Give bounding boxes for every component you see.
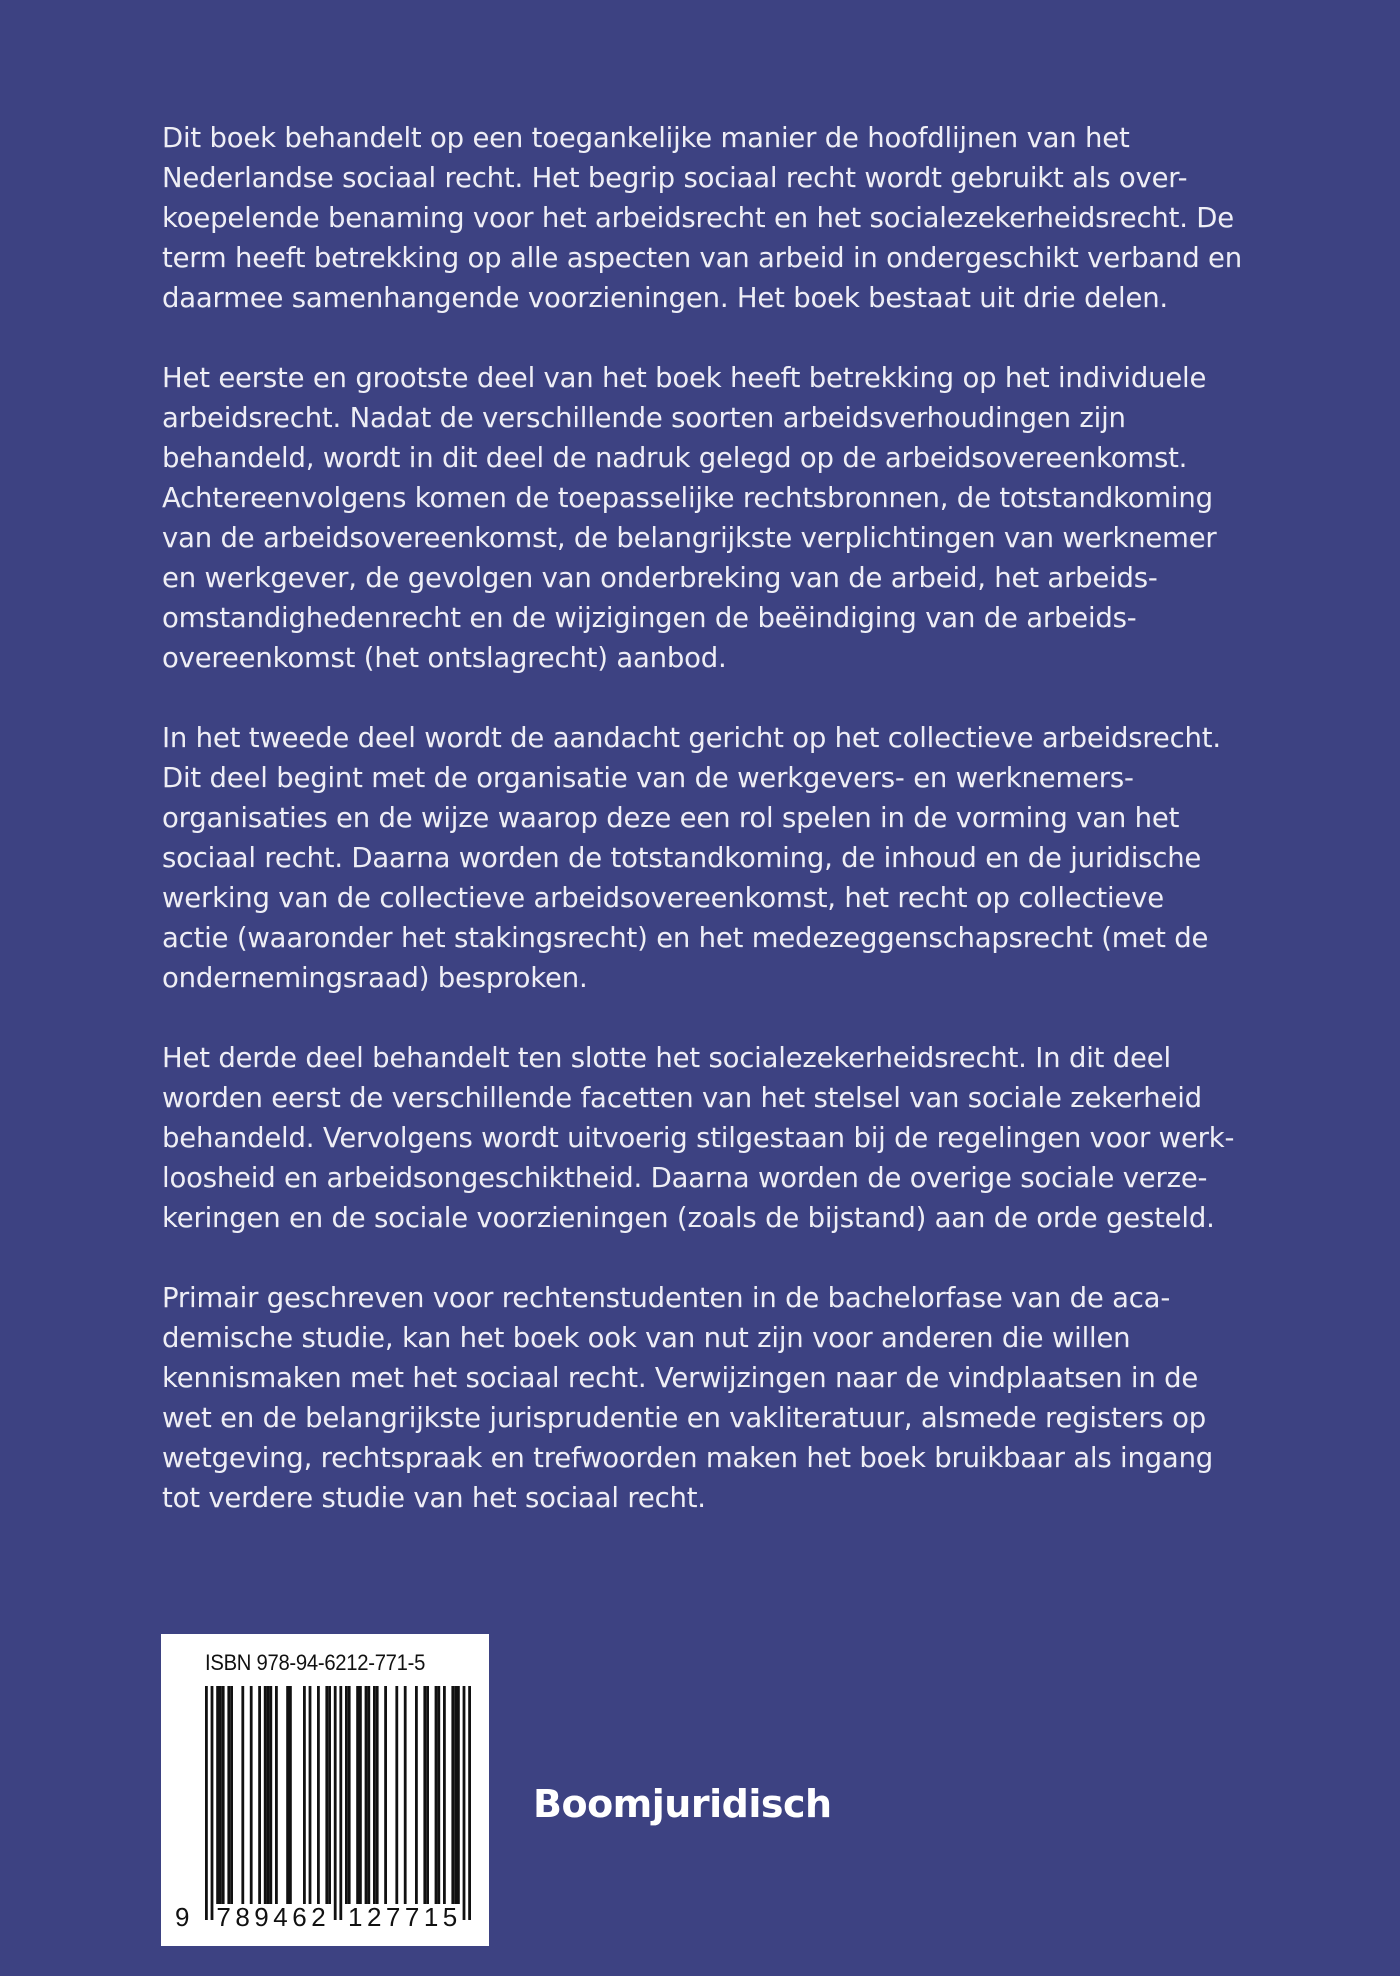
barcode-bar: [457, 1686, 460, 1904]
barcode-bar: [339, 1686, 342, 1920]
text-line: kennismaken met het sociaal recht. Verwijzingen naar de vindplaatsen in de: [162, 1362, 1199, 1394]
barcode-bar: [451, 1686, 454, 1904]
barcode-bar: [286, 1686, 289, 1904]
barcode-bar: [435, 1686, 438, 1904]
barcode-bar: [376, 1686, 379, 1904]
barcode-bar: [222, 1686, 225, 1904]
barcode-bar: [216, 1686, 219, 1904]
barcode-bar: [289, 1686, 292, 1904]
text-line: keringen en de sociale voorzieningen (zoals de bijstand) aan de orde gesteld.: [162, 1202, 1215, 1234]
barcode-bar: [423, 1686, 426, 1904]
paragraph: [162, 118, 1282, 318]
barcode-bar: [317, 1686, 320, 1904]
isbn-label: ISBN 978-94-6212-771-5: [205, 1650, 426, 1675]
barcode-bar: [415, 1686, 418, 1904]
barcode-digits: 9: [175, 1902, 190, 1932]
barcode-bar: [219, 1686, 222, 1904]
barcode-bar: [348, 1686, 351, 1904]
text-line: koepelende benaming voor het arbeidsrecht en het socialezekerheidsrecht. De: [162, 202, 1235, 234]
text-line: Dit deel begint met de organisatie van de werkgevers- en werknemers-: [162, 762, 1134, 794]
barcode-bar: [269, 1686, 272, 1904]
text-line: behandeld, wordt in dit deel de nadruk gelegd op de arbeidsovereenkomst.: [162, 442, 1188, 474]
barcode-bar: [211, 1686, 214, 1920]
barcode-bar: [454, 1686, 457, 1904]
barcode-bar: [275, 1686, 278, 1904]
text-line: overeenkomst (het ontslagrecht) aanbod.: [162, 642, 727, 674]
text-line: wetgeving, rechtspraak en trefwoorden maken het boek bruikbaar als ingang: [162, 1442, 1214, 1474]
barcode-bar: [325, 1686, 328, 1904]
barcode-bar: [426, 1686, 429, 1904]
text-line: In het tweede deel wordt de aandacht gericht op het collectieve arbeidsrecht.: [162, 722, 1221, 754]
back-cover-blurb: [162, 118, 1282, 1558]
text-line: actie (waaronder het stakingsrecht) en het medezeggenschapsrecht (met de: [162, 922, 1209, 954]
barcode-bar: [241, 1686, 244, 1904]
barcode-bar: [328, 1686, 331, 1904]
barcode-bar: [437, 1686, 440, 1904]
barcode-bars: [161, 1634, 489, 1946]
text-line: arbeidsrecht. Nadat de verschillende soorten arbeidsverhoudingen zijn: [162, 402, 1126, 434]
isbn-barcode: [161, 1634, 489, 1946]
text-line: tot verdere studie van het sociaal recht.: [162, 1482, 706, 1514]
text-line: Primair geschreven voor rechtenstudenten in de bachelorfase van de aca-: [162, 1282, 1171, 1314]
publisher-logo: Boomjuridisch: [533, 1782, 832, 1826]
barcode-bar: [468, 1686, 471, 1920]
barcode-bar: [463, 1686, 466, 1920]
barcode-bar: [264, 1686, 267, 1904]
barcode-bar: [443, 1686, 446, 1904]
paragraph: [162, 718, 1282, 998]
text-line: van de arbeidsovereenkomst, de belangrijkste verplichtingen van werknemer: [162, 522, 1217, 554]
barcode-bar: [365, 1686, 368, 1904]
text-line: worden eerst de verschillende facetten van het stelsel van sociale zekerheid: [162, 1082, 1202, 1114]
text-line: wet en de belangrijkste jurisprudentie en vakliteratuur, alsmede registers op: [162, 1402, 1206, 1434]
barcode-bar: [367, 1686, 370, 1904]
barcode-bar: [373, 1686, 376, 1904]
text-line: ondernemingsraad) besproken.: [162, 962, 588, 994]
barcode-bar: [395, 1686, 398, 1904]
barcode-digits: 789462: [216, 1902, 331, 1932]
text-line: term heeft betrekking op alle aspecten van arbeid in ondergeschikt verband en: [162, 242, 1242, 274]
barcode-digits: 127715: [348, 1902, 462, 1932]
barcode-bar: [258, 1686, 261, 1904]
barcode-bar: [205, 1686, 208, 1920]
barcode-bar: [334, 1686, 337, 1920]
text-line: demische studie, kan het boek ook van nut zijn voor anderen die willen: [162, 1322, 1131, 1354]
text-line: loosheid en arbeidsongeschiktheid. Daarna worden de overige sociale verze-: [162, 1162, 1208, 1194]
barcode-bar: [359, 1686, 362, 1904]
text-line: Achtereenvolgens komen de toepasselijke rechtsbronnen, de totstandkoming: [162, 482, 1213, 514]
barcode-bar: [303, 1686, 306, 1904]
text-line: Het derde deel behandelt ten slotte het socialezekerheidsrecht. In dit deel: [162, 1042, 1171, 1074]
paragraph: [162, 1038, 1282, 1238]
barcode-bar: [309, 1686, 312, 1904]
text-line: daarmee samenhangende voorzieningen. Het boek bestaat uit drie delen.: [162, 282, 1168, 314]
text-line: organisaties en de wijze waarop deze een rol spelen in de vorming van het: [162, 802, 1180, 834]
barcode-bar: [384, 1686, 387, 1904]
text-line: en werkgever, de gevolgen van onderbreking van de arbeid, het arbeids-: [162, 562, 1158, 594]
text-line: omstandighedenrecht en de wijzigingen de beëindiging van de arbeids-: [162, 602, 1137, 634]
barcode-bar: [356, 1686, 359, 1904]
barcode-bar: [227, 1686, 230, 1904]
barcode-bar: [250, 1686, 253, 1904]
text-line: behandeld. Vervolgens wordt uitvoerig stilgestaan bij de regelingen voor werk-: [162, 1122, 1235, 1154]
paragraph: [162, 1278, 1282, 1518]
barcode-bar: [404, 1686, 407, 1904]
text-line: werking van de collectieve arbeidsovereenkomst, het recht op collectieve: [162, 882, 1164, 914]
paragraph: [162, 358, 1282, 678]
barcode-bar: [345, 1686, 348, 1904]
text-line: Dit boek behandelt op een toegankelijke manier de hoofdlijnen van het: [162, 122, 1130, 154]
barcode-bar: [230, 1686, 233, 1904]
text-line: Het eerste en grootste deel van het boek heeft betrekking op het individuele: [162, 362, 1207, 394]
text-line: Nederlandse sociaal recht. Het begrip sociaal recht wordt gebruikt als over-: [162, 162, 1188, 194]
barcode-bar: [267, 1686, 270, 1904]
text-line: sociaal recht. Daarna worden de totstandkoming, de inhoud en de juridische: [162, 842, 1202, 874]
